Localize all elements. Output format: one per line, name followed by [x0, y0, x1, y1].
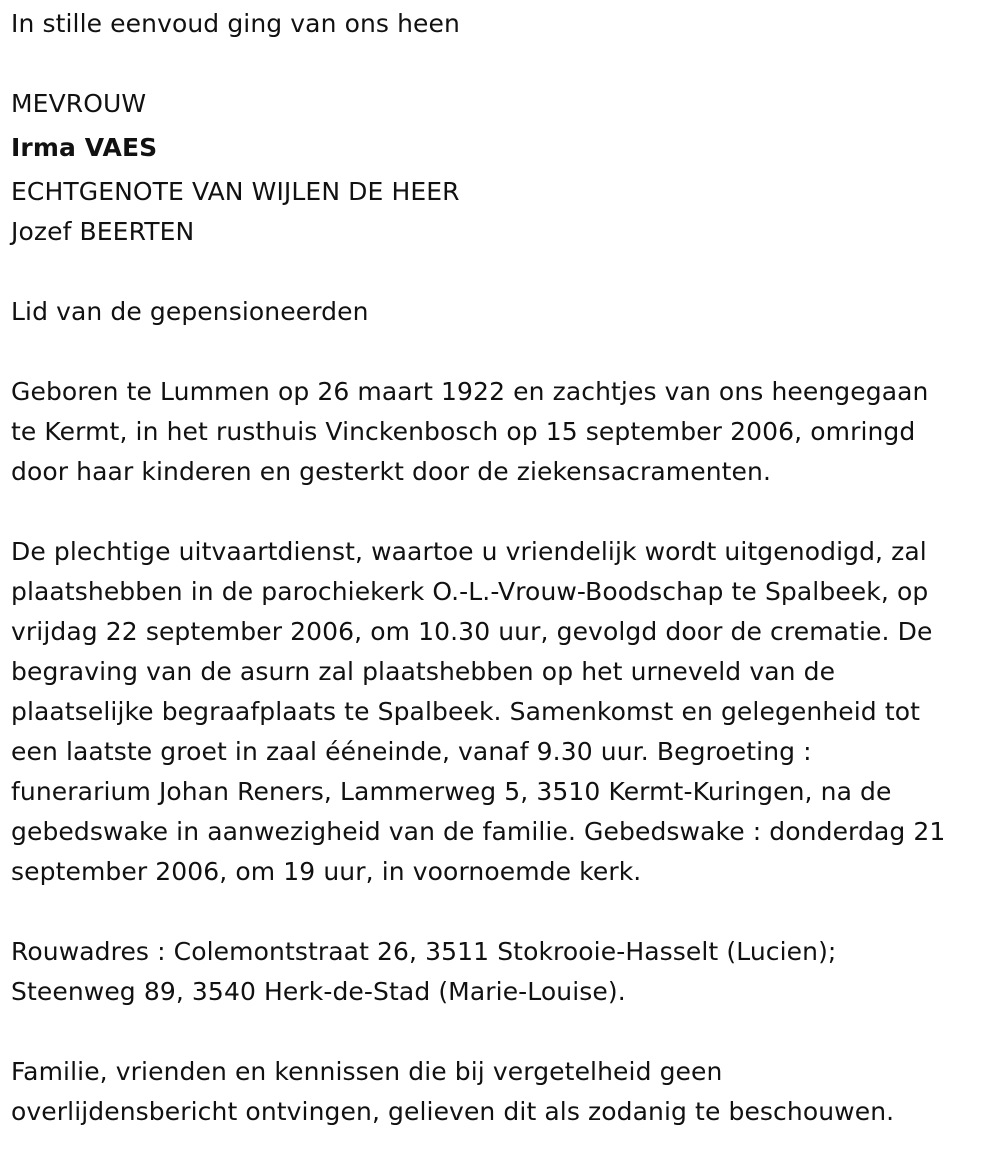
spouse-name: Jozef BEERTEN	[11, 217, 195, 246]
closing-paragraph	[11, 1052, 986, 1132]
paragraph-line: begraving van de asurn zal plaatshebben op het urneveld van de	[11, 657, 836, 686]
deceased-name: Irma VAES	[11, 133, 158, 162]
paragraph-line: funerarium Johan Reners, Lammerweg 5, 3510 Kermt-Kuringen, na de	[11, 777, 892, 806]
address-paragraph	[11, 932, 986, 1012]
membership-text: Lid van de gepensioneerden	[11, 297, 369, 326]
spacer	[11, 892, 986, 932]
relation-text: ECHTGENOTE VAN WIJLEN DE HEER	[11, 177, 460, 206]
paragraph-line: gebedswake in aanwezigheid van de familie. Gebedswake : donderdag 21	[11, 817, 946, 846]
spacer	[11, 332, 986, 372]
spacer	[11, 44, 986, 84]
spacer	[11, 252, 986, 292]
paragraph-line: plaatselijke begraafplaats te Spalbeek. Samenkomst en gelegenheid tot	[11, 697, 921, 726]
spacer	[11, 492, 986, 532]
intro-text: In stille eenvoud ging van ons heen	[11, 9, 460, 38]
paragraph-line: door haar kinderen en gesterkt door de ziekensacramenten.	[11, 457, 772, 486]
paragraph-line: Rouwadres : Colemontstraat 26, 3511 Stokrooie-Hasselt (Lucien);	[11, 937, 837, 966]
paragraph-line: De plechtige uitvaartdienst, waartoe u vriendelijk wordt uitgenodigd, zal	[11, 537, 927, 566]
paragraph-line: een laatste groet in zaal ééneinde, vanaf 9.30 uur. Begroeting :	[11, 737, 812, 766]
paragraph-line: overlijdensbericht ontvingen, gelieven dit als zodanig te beschouwen.	[11, 1097, 895, 1126]
paragraph-line: Geboren te Lummen op 26 maart 1922 en zachtjes van ons heengegaan	[11, 377, 929, 406]
paragraph-line: plaatshebben in de parochiekerk O.-L.-Vrouw-Boodschap te Spalbeek, op	[11, 577, 929, 606]
death-notice	[11, 4, 986, 1132]
paragraph-line: september 2006, om 19 uur, in voornoemde kerk.	[11, 857, 642, 886]
paragraph-line: Steenweg 89, 3540 Herk-de-Stad (Marie-Louise).	[11, 977, 626, 1006]
title-prefix: MEVROUW	[11, 89, 147, 118]
birth-death-paragraph	[11, 372, 986, 492]
paragraph-line: vrijdag 22 september 2006, om 10.30 uur, gevolgd door de crematie. De	[11, 617, 933, 646]
paragraph-line: Familie, vrienden en kennissen die bij vergetelheid geen	[11, 1057, 723, 1086]
spacer	[11, 1012, 986, 1052]
paragraph-line: te Kermt, in het rusthuis Vinckenbosch op 15 september 2006, omringd	[11, 417, 916, 446]
funeral-paragraph	[11, 532, 986, 892]
